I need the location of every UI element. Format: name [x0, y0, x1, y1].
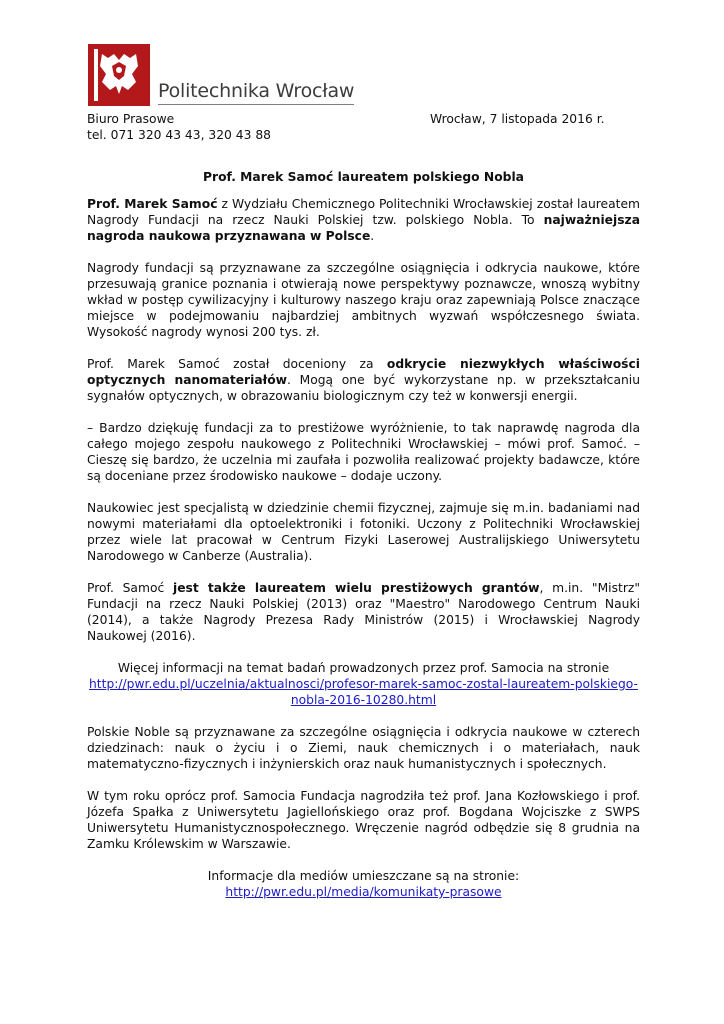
- bold-phrase: najważniejsza nagroda naukowa przyznawana w Polsce: [87, 213, 640, 243]
- paragraph-5: Naukowiec jest specjalistą w dziedzinie chemii fizycznej, zajmuje się m.in. badaniami nad nowymi materiałami dla optoelektroniki i fotoniki. Uczony z Politechniki Wrocławskiej przez wiele lat pracował w Centrum Fizyki Laserowej Australijskiego Uniwersytetu Narodowego w Canberze (Australia).: [87, 501, 640, 563]
- article-link[interactable]: http://pwr.edu.pl/uczelnia/aktualnosci/profesor-marek-samoc-zostal-laureatem-polskiego-nobla-2016-10280.html: [89, 677, 638, 707]
- eagle-crest-icon: [88, 44, 150, 106]
- press-office-block: [87, 111, 271, 143]
- press-office-phone: tel. 071 320 43 43, 320 43 88: [87, 128, 271, 142]
- media-info-paragraph: [87, 868, 640, 900]
- text-span: , m.in. "Mistrz" Fundacji na rzecz Nauki Polskiej (2013) oraz "Maestro" Narodowego Centrum Nauki (2014), a także Nagrody Prezesa Rady Ministrów (2015) i Wrocławskiej Nagrody Naukowej (2016).: [87, 581, 640, 643]
- press-office-label: Biuro Prasowe: [87, 112, 175, 126]
- paragraph-1: [87, 196, 640, 244]
- document-date: Wrocław, 7 listopada 2016 r.: [430, 112, 605, 126]
- text-span: z Wydziału Chemicznego Politechniki Wrocławskiej został laureatem Nagrody Fundacji na rzecz Nauki Polskiej tzw. polskiego Nobla. To: [87, 197, 640, 227]
- paragraph-2: Nagrody fundacji są przyznawane za szczególne osiągnięcia i odkrycia naukowe, które przesuwają granice poznania i otwierają nowe perspektywy poznawcze, wnoszą wybitny wkład w postęp cywilizacyjny i kulturowy naszego kraju oraz zapewniają Polsce znaczące miejsce w podejmowaniu najbardziej ambitnych wyzwań współczesnego świata. Wysokość nagrody wynosi 200 tys. zł.: [87, 261, 640, 339]
- text-span: Prof. Marek Samoć został doceniony za: [87, 357, 387, 371]
- paragraph-8: Polskie Noble są przyznawane za szczególne osiągnięcia i odkrycia naukowe w czterech dziedzinach: nauk o życiu i o Ziemi, nauk chemicznych i o materiałach, nauk matematyczno-fizycznych i inżynierskich oraz nauk humanistycznych i społecznych.: [87, 725, 640, 771]
- university-logo: [88, 44, 355, 106]
- more-info-paragraph: [87, 660, 640, 708]
- text-span: .: [370, 229, 375, 243]
- bold-phrase: Prof. Marek Samoć: [87, 197, 218, 211]
- paragraph-9: W tym roku oprócz prof. Samocia Fundacja nagrodziła też prof. Jana Kozłowskiego i prof. Józefa Spałka z Uniwersytetu Jagiellońskiego oraz prof. Bogdana Wojciszke z SWPS Uniwersytetu Humanistycznospołecznego. Wręczenie nagród odbędzie się 8 grudnia na Zamku Królewskim w Warszawie.: [87, 789, 640, 851]
- document-title: Prof. Marek Samoć laureatem polskiego Nobla: [203, 170, 524, 184]
- press-releases-link[interactable]: http://pwr.edu.pl/media/komunikaty-prasowe: [225, 885, 502, 899]
- document-body: [87, 196, 640, 916]
- paragraph-3: [87, 356, 640, 404]
- paragraph-6: [87, 580, 640, 644]
- bold-phrase: odkrycie niezwykłych właściwości optycznych nanomateriałów: [87, 357, 640, 387]
- more-info-text: Więcej informacji na temat badań prowadzonych przez prof. Samocia na stronie: [117, 661, 610, 675]
- bold-phrase: jest także laureatem wielu prestiżowych grantów: [173, 581, 540, 595]
- paragraph-4-quote: – Bardzo dziękuję fundacji za to prestiżowe wyróżnienie, to tak naprawdę nagroda dla całego mojego zespołu naukowego z Politechniki Wrocławskiej – mówi prof. Samoć. – Cieszę się bardzo, że uczelnia mi zaufała i pozwoliła realizować projekty badawcze, które są doceniane przez środowisko naukowe – dodaje uczony.: [87, 421, 640, 483]
- text-span: Prof. Samoć: [87, 581, 173, 595]
- text-span: . Mogą one być wykorzystane np. w przekształcaniu sygnałów optycznych, w obrazowaniu biologicznym czy też w konwersji energii.: [87, 373, 640, 403]
- logo-wordmark: Politechnika Wrocław: [158, 80, 354, 105]
- media-info-text: Informacje dla mediów umieszczane są na stronie:: [207, 869, 520, 883]
